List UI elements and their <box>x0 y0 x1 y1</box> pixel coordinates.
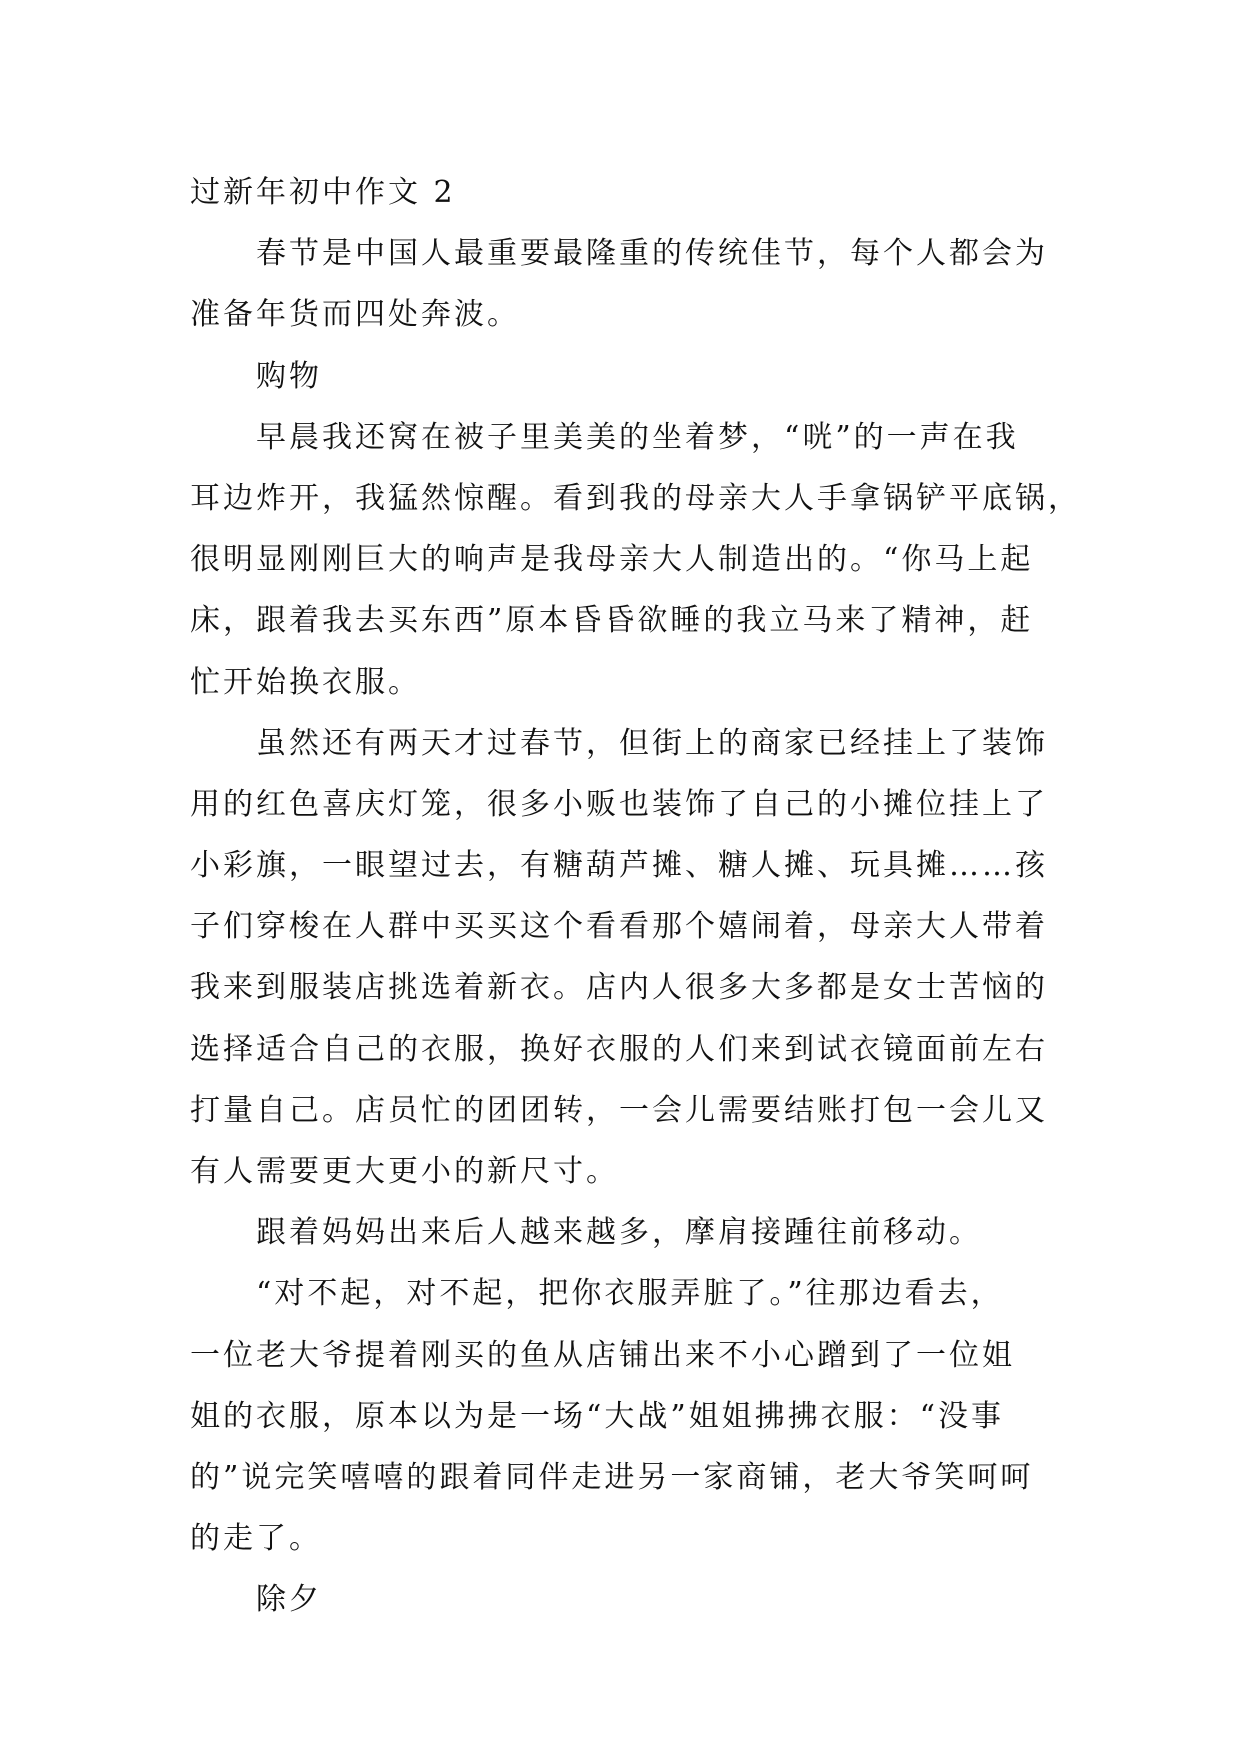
paragraph-line: 的”说完笑嘻嘻的跟着同伴走进另一家商铺，老大爷笑呵呵 <box>190 1459 1034 1495</box>
paragraph-line: 姐的衣服，原本以为是一场“大战”姐姐拂拂衣服：“没事 <box>190 1398 1005 1434</box>
paragraph-line: 子们穿梭在人群中买买这个看看那个嬉闹着，母亲大人带着 <box>190 909 1048 945</box>
paragraph-line: 很明显刚刚巨大的响声是我母亲大人制造出的。“你马上起 <box>190 542 1034 578</box>
paragraph-line: 有人需要更大更小的新尺寸。 <box>190 1154 619 1189</box>
paragraph-line: 春节是中国人最重要最隆重的传统佳节，每个人都会为 <box>256 236 1048 272</box>
section-heading: 购物 <box>256 358 322 394</box>
paragraph-line: 忙开始换衣服。 <box>190 664 421 700</box>
paragraph-line: 的走了。 <box>190 1521 322 1557</box>
paragraph-intro <box>190 223 1052 345</box>
paragraph-line: 床，跟着我去买东西”原本昏昏欲睡的我立马来了精神，赶 <box>190 603 1034 639</box>
paragraph-line: 我来到服装店挑选着新衣。店内人很多大多都是女士苦恼的 <box>190 970 1048 1006</box>
paragraph-line: 一位老大爷提着刚买的鱼从店铺出来不小心蹭到了一位姐 <box>190 1337 1015 1373</box>
paragraph-line: “对不起，对不起，把你衣服弄脏了。”往那边看去， <box>256 1276 1004 1312</box>
paragraph-street <box>190 713 1052 1203</box>
section-heading-new-years-eve <box>190 1569 1052 1630</box>
section-heading: 除夕 <box>256 1582 322 1618</box>
paragraph-line: 耳边炸开，我猛然惊醒。看到我的母亲大人手拿锅铲平底锅， <box>190 480 1081 516</box>
paragraph-line: 跟着妈妈出来后人越来越多，摩肩接踵往前移动。 <box>256 1215 982 1251</box>
paragraph-morning <box>190 407 1081 713</box>
paragraph-line: 早晨我还窝在被子里美美的坐着梦，“咣”的一声在我 <box>256 419 1019 455</box>
paragraph-line: 虽然还有两天才过春节，但街上的商家已经挂上了装饰 <box>256 725 1048 761</box>
paragraph-apology <box>190 1263 1052 1569</box>
paragraph-line: 准备年货而四处奔波。 <box>190 297 520 333</box>
document-title: 过新年初中作文 2 <box>190 175 456 210</box>
section-heading-shopping <box>190 346 1052 407</box>
paragraph-line: 打量自己。店员忙的团团转，一会儿需要结账打包一会儿又 <box>190 1092 1048 1128</box>
paragraph-line: 小彩旗，一眼望过去，有糖葫芦摊、糖人摊、玩具摊……孩 <box>190 848 1048 884</box>
document-body <box>190 162 1081 1631</box>
paragraph-line: 用的红色喜庆灯笼，很多小贩也装饰了自己的小摊位挂上了 <box>190 786 1048 822</box>
paragraph-crowd <box>190 1202 1052 1263</box>
paragraph-line: 选择适合自己的衣服，换好衣服的人们来到试衣镜面前左右 <box>190 1031 1048 1067</box>
